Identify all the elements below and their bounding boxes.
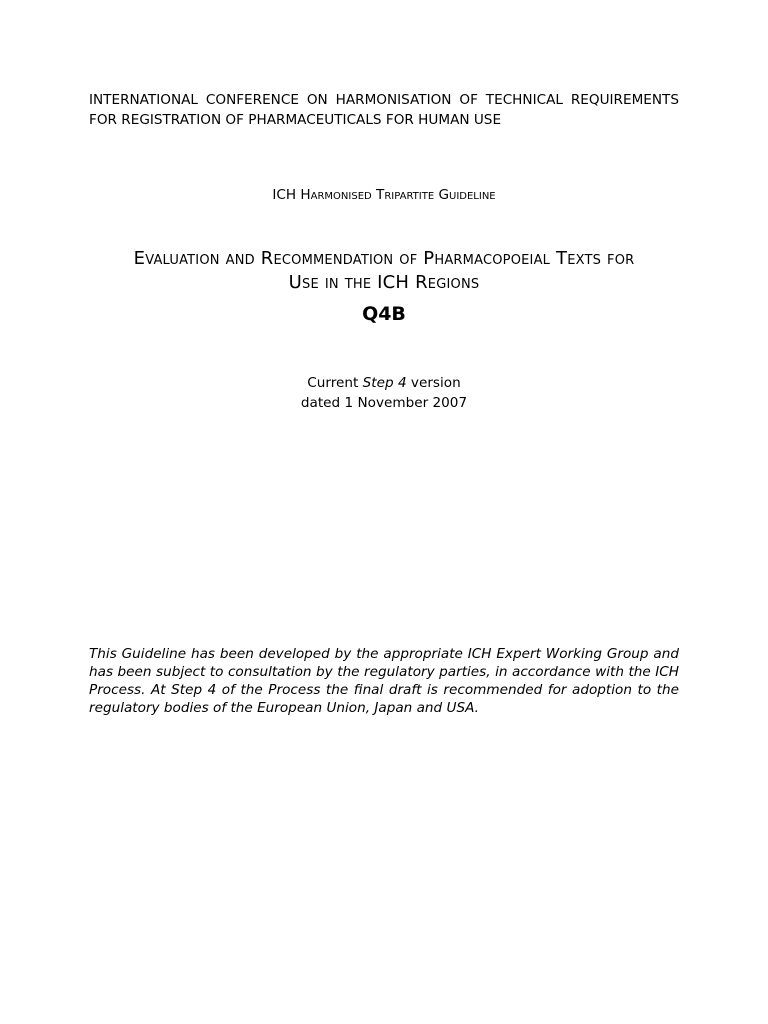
organization-header [89, 90, 679, 130]
guideline-label: ICH Harmonised Tripartite Guideline [272, 187, 496, 203]
guideline-note: This Guideline has been developed by the appropriate ICH Expert Working Group and has been subject to consultation by the regulatory parties, in accordance with the ICH Process. At Step 4 of the Process the final draft is recommended for adoption to the regulatory bodies of the European Union, Japan and USA. [89, 646, 679, 716]
version-step: Step 4 [362, 375, 407, 391]
version-info [0, 373, 768, 413]
version-prefix: Current [307, 375, 363, 391]
document-code: Q4B [362, 303, 406, 325]
version-suffix: version [406, 375, 461, 391]
organization-header-line-1: INTERNATIONAL CONFERENCE ON HARMONISATION OF TECHNICAL REQUIREMENTS [89, 92, 679, 108]
document-title-line-2: Use in the ICH Regions [288, 272, 480, 293]
version-date: dated 1 November 2007 [300, 395, 468, 411]
organization-header-line-2: FOR REGISTRATION OF PHARMACEUTICALS FOR HUMAN USE [89, 112, 502, 128]
document-title [60, 247, 708, 295]
version-line [0, 373, 768, 393]
document-title-line-1: Evaluation and Recommendation of Pharmacopoeial Texts for [133, 248, 635, 269]
